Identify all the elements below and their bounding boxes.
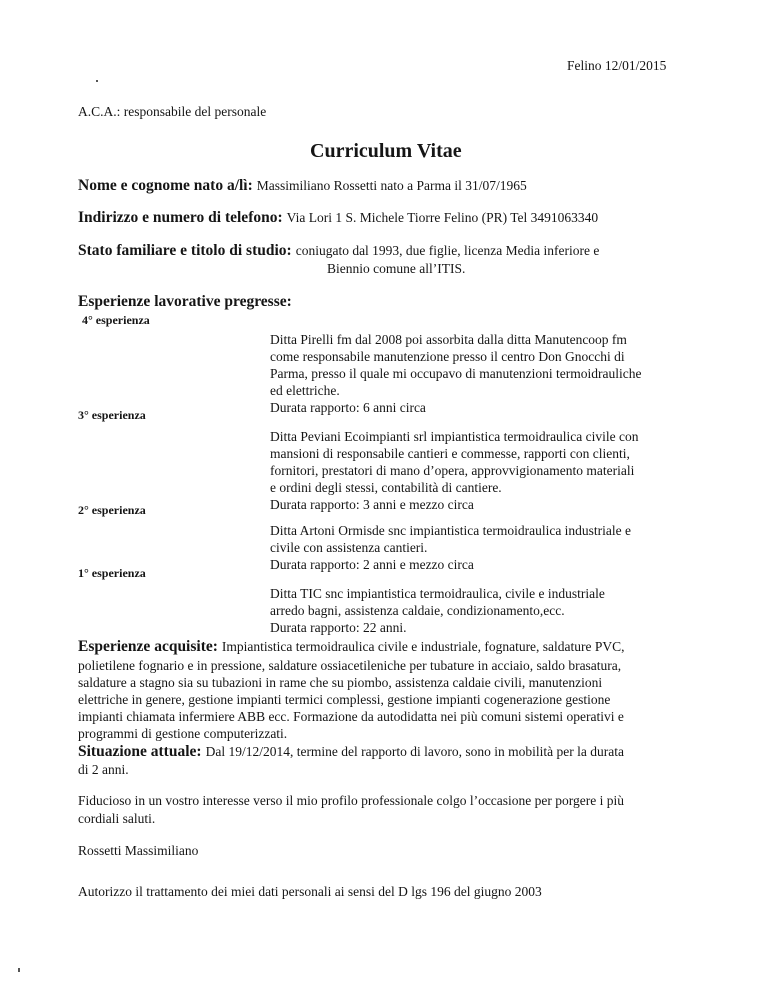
- acquired-line: impianti chiamata infermiere ABB ecc. Formazione da autodidatta nei più comuni sistemi operativi e: [78, 709, 624, 724]
- addressee: A.C.A.: responsabile del personale: [78, 104, 267, 119]
- privacy-consent: Autorizzo il trattamento dei miei dati personali ai sensi del D lgs 196 del giugno 2003: [78, 884, 542, 899]
- experience-line: come responsabile manutenzione presso il centro Don Gnocchi di: [270, 349, 625, 364]
- experience-line: Ditta Pirelli fm dal 2008 poi assorbita dalla ditta Manutencoop fm: [270, 332, 627, 347]
- family-line-1: coniugato dal 1993, due figlie, licenza Media inferiore e: [295, 243, 600, 258]
- acquired-line: programmi di gestione computerizzati.: [78, 726, 288, 741]
- experience-line: arredo bagni, assistenza caldaie, condizionamento,ecc.: [270, 603, 565, 618]
- acquired-line: elettriche in genere, gestione impianti termici complessi, gestione impianti cogenerazione gestione: [78, 692, 611, 707]
- experience-line: Ditta Peviani Ecoimpianti srl impiantistica termoidraulica civile con: [270, 429, 639, 444]
- experience-3-text: [270, 428, 710, 513]
- experience-1-label: 1° esperienza: [78, 566, 146, 580]
- current-line-1: Dal 19/12/2014, termine del rapporto di lavoro, sono in mobilità per la durata: [205, 744, 624, 759]
- closing-line-1: Fiducioso in un vostro interesse verso il mio profilo professionale colgo l’occasione per porgere i più: [78, 793, 625, 808]
- experience-line: Parma, presso il quale mi occupavo di manutenzioni termoidrauliche: [270, 366, 642, 381]
- experience-2-text: [270, 522, 710, 573]
- experience-line: Durata rapporto: 6 anni circa: [270, 400, 426, 415]
- address-label: Indirizzo e numero di telefono: [78, 209, 278, 226]
- current-line-2: di 2 anni.: [78, 762, 129, 777]
- experiences-heading-row: Esperienze lavorative pregresse:: [78, 293, 292, 310]
- experience-line: Ditta TIC snc impiantistica termoidraulica, civile e industriale: [270, 586, 605, 601]
- experience-line: Durata rapporto: 22 anni.: [270, 620, 407, 635]
- signature: Rossetti Massimiliano: [78, 843, 199, 858]
- acquired-row: Esperienze acquisite: Impiantistica termoidraulica civile e industriale, fognature, saldature PVC,: [78, 638, 625, 655]
- acquired-text: [78, 657, 718, 742]
- experience-4-text: [270, 331, 710, 416]
- address-row: Indirizzo e numero di telefono: Via Lori 1 S. Michele Tiorre Felino (PR) Tel 3491063340: [78, 209, 599, 226]
- acquired-line: polietilene fognario e in pressione, saldature ossiacetileniche per tubature in acciaio, saldo brasatura,: [78, 658, 622, 673]
- family-label: Stato familiare e titolo di studio: [78, 242, 287, 259]
- experience-line: ed elettriche.: [270, 383, 340, 398]
- experience-line: Durata rapporto: 2 anni e mezzo circa: [270, 557, 474, 572]
- address-value: Via Lori 1 S. Michele Tiorre Felino (PR) Tel 3491063340: [286, 210, 599, 225]
- experience-3-label: 3° esperienza: [78, 408, 146, 422]
- name-label: Nome e cognome nato a/lì: [78, 177, 248, 194]
- experience-line: Ditta Artoni Ormisde snc impiantistica termoidraulica industriale e: [270, 523, 632, 538]
- acquired-line: saldature a stagno sia su tubazioni in rame che su piombo, assistenza caldaie civili, manutenzioni: [78, 675, 603, 690]
- family-line-2: Biennio comune all’ITIS.: [327, 261, 466, 276]
- current-label: Situazione attuale: [78, 743, 197, 760]
- family-row: Stato familiare e titolo di studio: coniugato dal 1993, due figlie, licenza Media inferiore e: [78, 242, 600, 259]
- name-value: Massimiliano Rossetti nato a Parma il 31/07/1965: [256, 178, 527, 193]
- experience-line: civile con assistenza cantieri.: [270, 540, 428, 555]
- place-date: Felino 12/01/2015: [567, 58, 667, 73]
- experience-line: Durata rapporto: 3 anni e mezzo circa: [270, 497, 474, 512]
- experience-line: fornitori, prestatori di mano d’opera, approvvigionamento materiali: [270, 463, 635, 478]
- experience-1-text: [270, 585, 710, 636]
- scan-speck: [18, 968, 20, 972]
- acquired-label: Esperienze acquisite: [78, 638, 213, 655]
- scan-speck: [96, 80, 98, 82]
- page-title: Curriculum Vitae: [310, 140, 462, 162]
- experience-4-label: 4° esperienza: [82, 313, 150, 327]
- name-row: Nome e cognome nato a/lì: Massimiliano Rossetti nato a Parma il 31/07/1965: [78, 177, 527, 194]
- experience-line: mansioni di responsabile cantieri e commesse, rapporti con clienti,: [270, 446, 630, 461]
- current-row: Situazione attuale: Dal 19/12/2014, termine del rapporto di lavoro, sono in mobilità per la durata: [78, 743, 624, 760]
- closing-line-2: cordiali saluti.: [78, 811, 156, 826]
- experience-2-label: 2° esperienza: [78, 503, 146, 517]
- experiences-heading: Esperienze lavorative pregresse: [78, 293, 287, 310]
- experience-line: e ordini degli stessi, contabilità di cantiere.: [270, 480, 502, 495]
- acquired-line-1: Impiantistica termoidraulica civile e industriale, fognature, saldature PVC,: [221, 639, 625, 654]
